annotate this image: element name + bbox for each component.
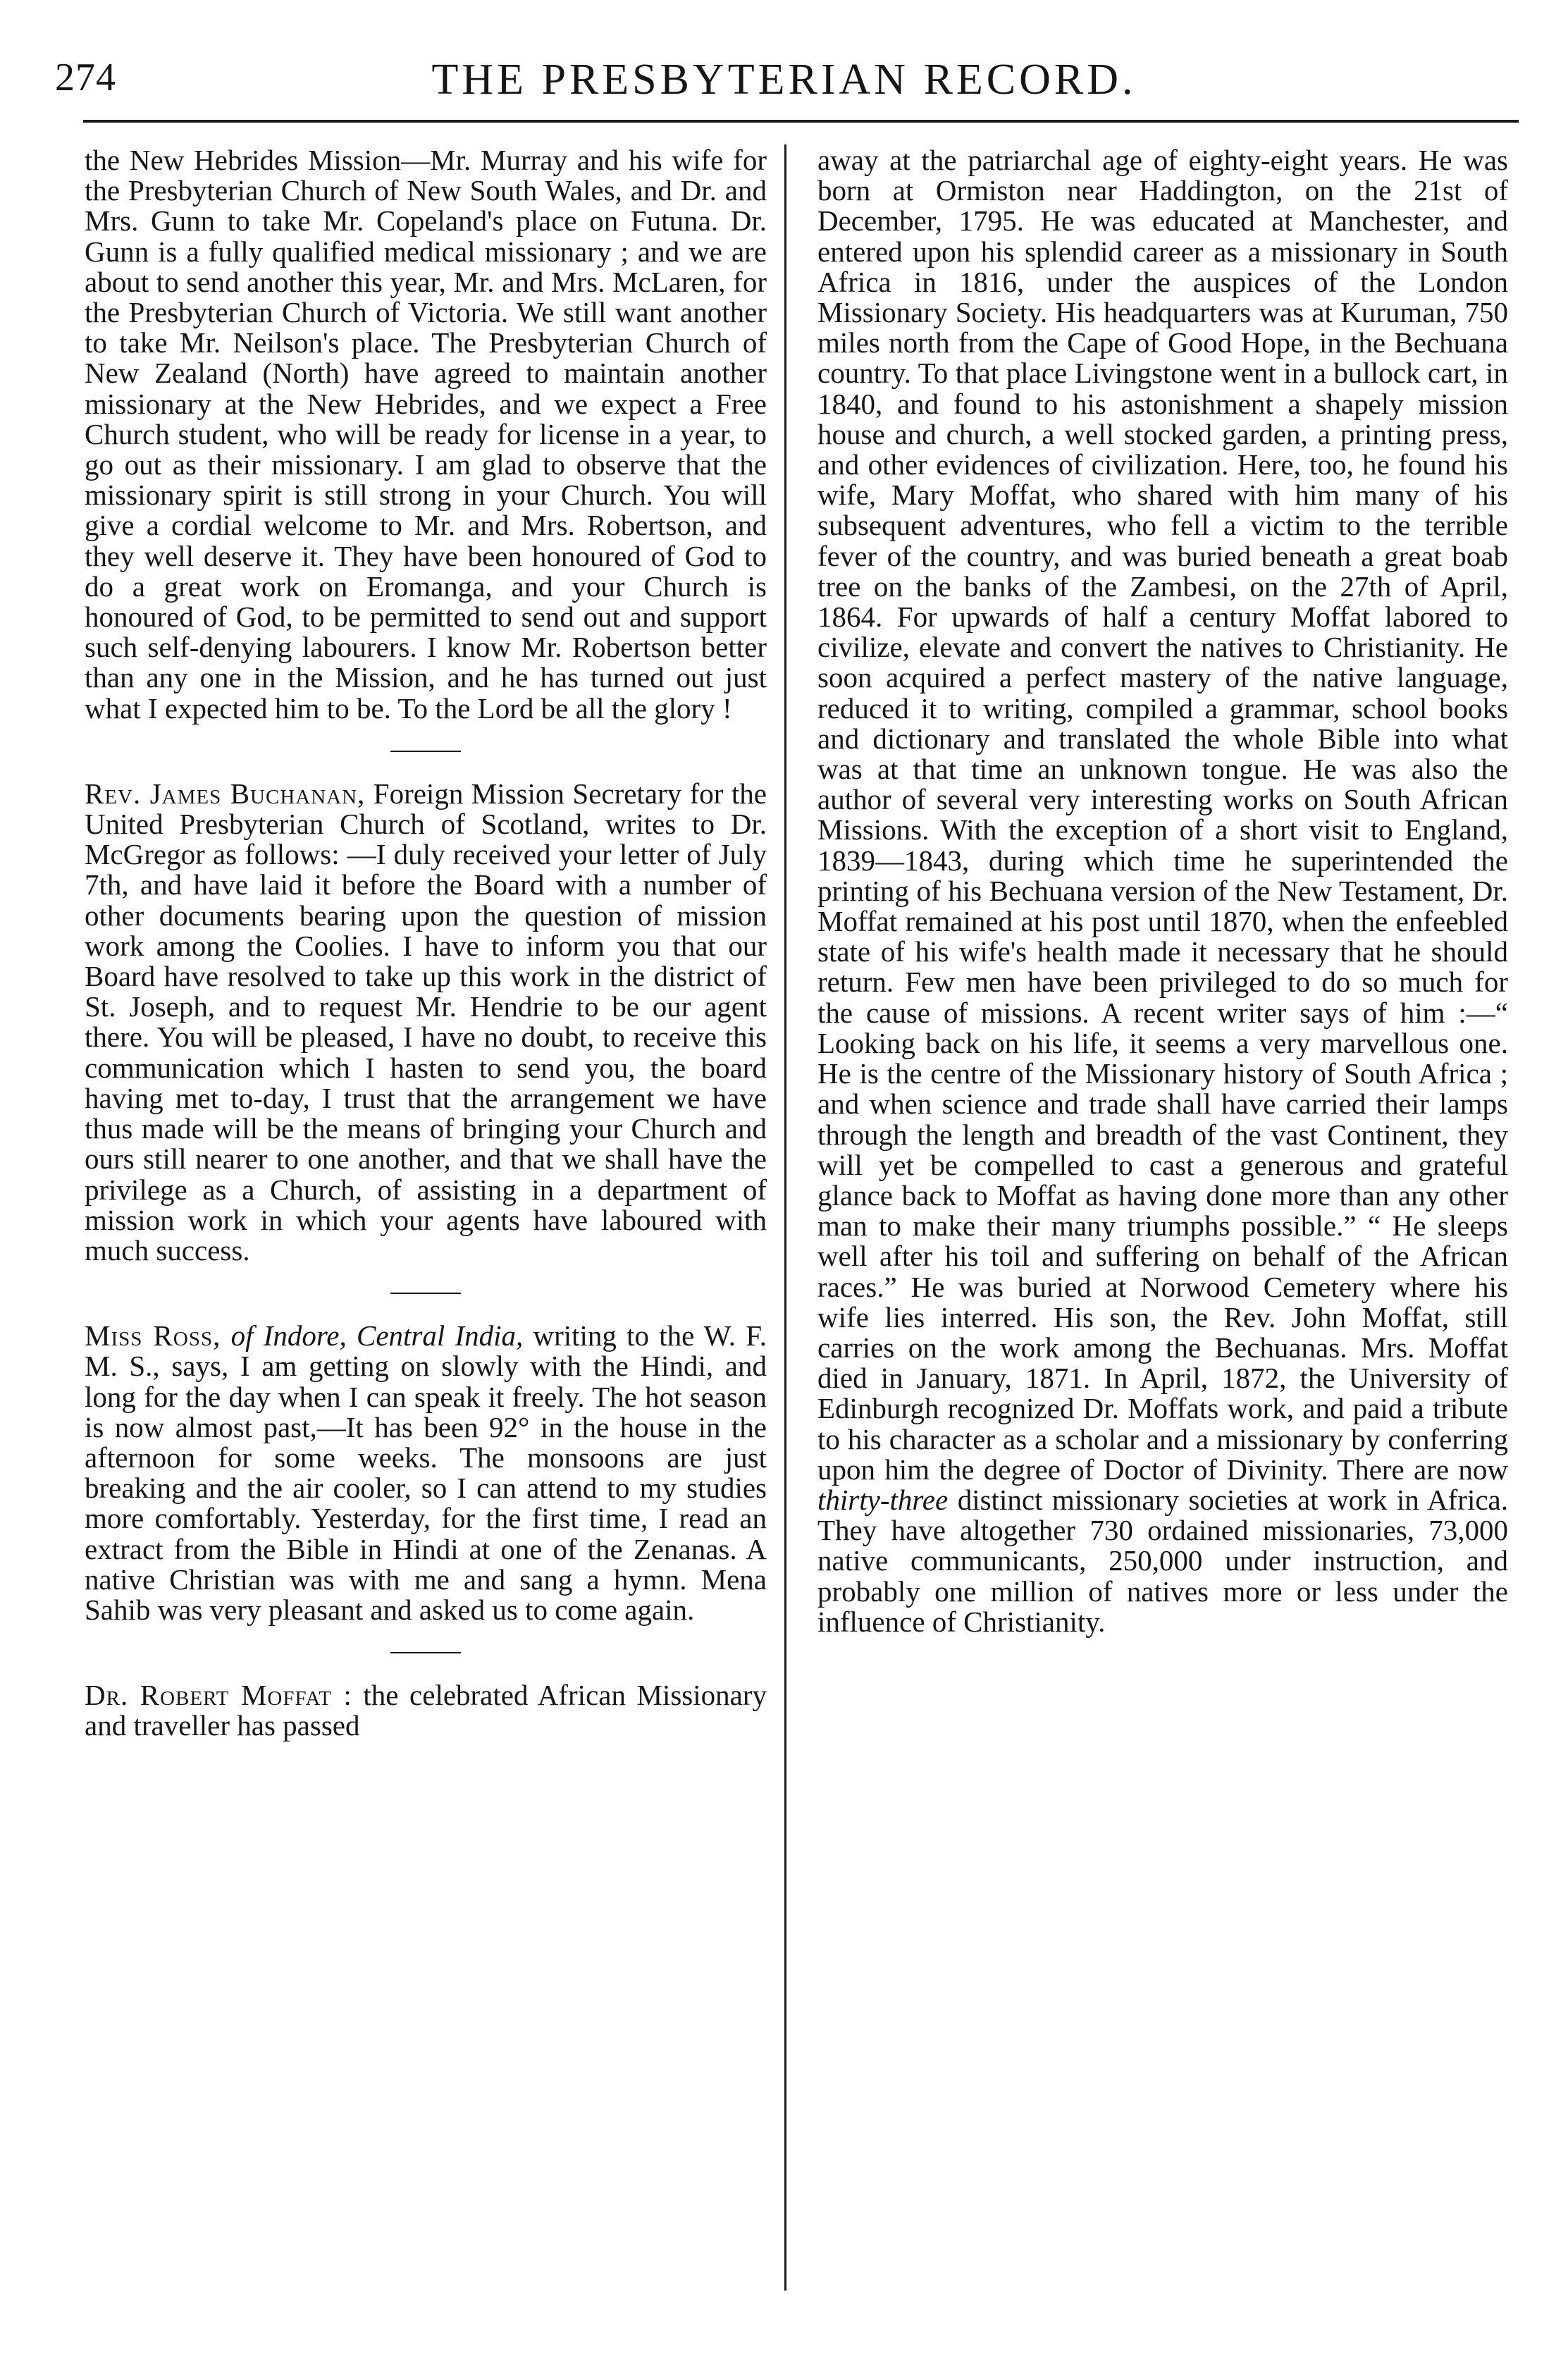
page-header: [49, 49, 1519, 127]
moffat-text-2: distinct missionary societies at work in Africa. They have altogether 730 ordained missionaries, 73,000 native communicants, 250,000 under instruction, and probably one million of natives more or less under the influence of Christianity.: [817, 1483, 1508, 1638]
moffat-name: Dr. Robert Moffat :: [85, 1679, 352, 1712]
ross-place: of Indore, Central India,: [221, 1319, 524, 1352]
header-rule: [83, 120, 1519, 123]
page-number: 274: [55, 56, 116, 99]
section-separator: [390, 751, 461, 752]
left-column: [85, 145, 767, 1742]
buchanan-name: Rev. James Buchanan,: [85, 777, 366, 810]
moffat-text-1: away at the patriarchal age of eighty-eight years. He was born at Ormiston near Haddington, on the 21st of December, 1795. He was educated at Manchester, and entered upon his splendid career as a missionary in South Africa in 1816, under the auspices of the London Missionary Society. His headquarters was at Kuruman, 750 miles north from the Cape of Good Hope, in the Bechuana country. To that place Livingstone went in a bullock cart, in 1840, and found to his astonishment a shapely mission house and church, a well stocked garden, a printing press, and other evidences of civilization. Here, too, he found his wife, Mary Moffat, who shared with him many of his subsequent adventures, who fell a victim to the terrible fever of the country, and was buried beneath a great boab tree on the banks of the Zambesi, on the 27th of April, 1864. For upwards of half a century Moffat labored to civilize, elevate and convert the natives to Christianity. He soon acquired a perfect mastery of the native language, reduced it to writing, compiled a grammar, school books and dictionary and translated the whole Bible into what was at that time an unknown tongue. He was also the author of several very interesting works on South African Missions. With the exception of a short visit to England, 1839—1843, during which time he superintended the printing of his Bechuana version of the New Testament, Dr. Moffat remained at his post until 1870, when the enfeebled state of his wife's health made it necessary that he should return. Few men have been privileged to do so much for the cause of missions. A recent writer says of him :—“ Looking back on his life, it seems a very marvellous one. He is the centre of the Missionary history of South Africa ; and when science and trade shall have carried their lamps through the length and breadth of the vast Continent, they will yet be compelled to cast a generous and grateful glance back to Moffat as having done more than any other man to make their many triumphs possible.” “ He sleeps well after his toil and suffering on behalf of the African races.” He was buried at Norwood Cemetery where his wife lies interred. His son, the Rev. John Moffat, still carries on the work among the Bechuanas. Mrs. Moffat died in January, 1871. In April, 1872, the University of Edinburgh recognized Dr. Moffats work, and paid a tribute to his character as a scholar and a missionary by conferring upon him the degree of Doctor of Divinity. There are now: [817, 144, 1508, 1486]
section-separator: [390, 1293, 461, 1294]
moffat-emphasis: thirty-three: [817, 1483, 949, 1516]
column-divider: [784, 144, 786, 2291]
running-title: THE PRESBYTERIAN RECORD.: [431, 56, 1137, 104]
section-separator: [390, 1652, 461, 1653]
right-column: [817, 145, 1508, 1637]
ross-paragraph: [85, 1321, 767, 1625]
ross-text: writing to the W. F. M. S., says, I am getting on slowly with the Hindi, and long for the day when I can speak it freely. The hot season is now almost past,—It has been 92° in the house in the afternoon for some weeks. The monsoons are just breaking and the air cooler, so I can attend to my studies more comfortably. Yesterday, for the first time, I read an extract from the Bible in Hindi at one of the Zenanas. A native Christian was with me and sang a hymn. Mena Sahib was very pleasant and asked us to come again.: [85, 1319, 767, 1626]
moffat-text: the celebrated African Missionary and traveller has passed: [85, 1679, 767, 1742]
buchanan-text: Foreign Mission Secretary for the United Presbyterian Church of Scotland, writes to Dr. McGregor as follows: —I duly received your letter of July 7th, and have laid it before the Board with a number of other documents bearing upon the question of mission work among the Coolies. I have to inform you that our Board have resolved to take up this work in the district of St. Joseph, and to request Mr. Hendrie to be our agent there. You will be pleased, I have no doubt, to receive this communication which I hasten to send you, the board having met to-day, I trust that the arrangement we have thus made will be the means of bringing your Church and ours still nearer to one another, and that we shall have the privilege as a Church, of assisting in a department of mission work in which your agents have laboured with much success.: [85, 777, 767, 1266]
moffat-paragraph-start: [85, 1680, 767, 1741]
new-hebrides-paragraph: the New Hebrides Mission—Mr. Murray and his wife for the Presbyterian Church of New South Wales, and Dr. and Mrs. Gunn to take Mr. Copeland's place on Futuna. Dr. Gunn is a fully qualified medical missionary ; and we are about to send another this year, Mr. and Mrs. McLaren, for the Presbyterian Church of Victoria. We still want another to take Mr. Neilson's place. The Presbyterian Church of New Zealand (North) have agreed to maintain another missionary at the New Hebrides, and we expect a Free Church student, who will be ready for license in a year, to go out as their missionary. I am glad to observe that the missionary spirit is still strong in your Church. You will give a cordial welcome to Mr. and Mrs. Robertson, and they well deserve it. They have been honoured of God to do a great work on Eromanga, and your Church is honoured of God, to be permitted to send out and support such self-denying labourers. I know Mr. Robertson better than any one in the Mission, and he has turned out just what I expected him to be. To the Lord be all the glory !: [85, 144, 767, 725]
buchanan-paragraph: [85, 779, 767, 1266]
moffat-paragraph-continued: [817, 145, 1508, 1637]
ross-name: Miss Ross,: [85, 1319, 221, 1352]
